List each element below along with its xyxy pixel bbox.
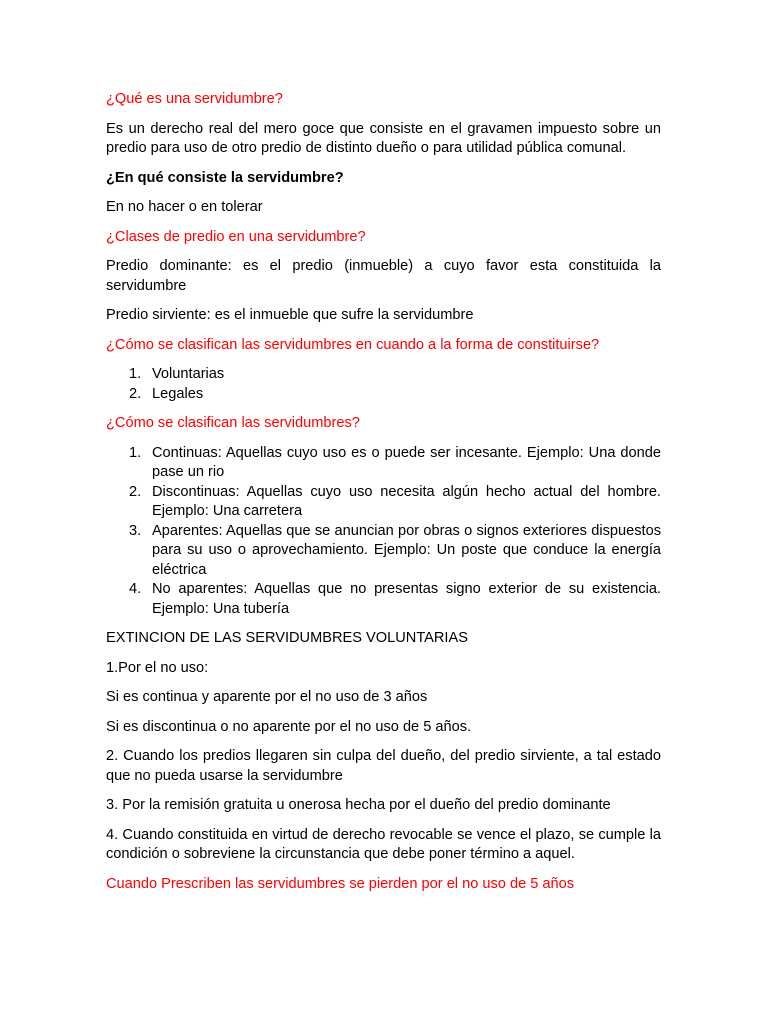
list-item-number: 4.: [129, 581, 142, 597]
list-item-text: Discontinuas: Aquellas cuyo uso necesita algún hecho actual del hombre. Ejemplo: Una carretera: [152, 483, 661, 519]
list-item: [106, 444, 661, 483]
list-item-number: 2.: [129, 483, 142, 500]
list-item-text: Aparentes: Aquellas que se anuncian por obras o signos exteriores dispuestos para su uso o aprovechamiento. Ejemplo: Un poste que conduce la energía eléctrica: [152, 522, 661, 578]
list-item: [106, 365, 661, 385]
list-item-number: 1.: [129, 366, 142, 382]
list-item-number: 2.: [129, 385, 142, 402]
section-heading-extincion: EXTINCION DE LAS SERVIDUMBRES VOLUNTARIAS: [106, 630, 468, 646]
list-item-text: Voluntarias: [152, 366, 225, 382]
answer-definition: Es un derecho real del mero goce que consiste en el gravamen impuesto sobre un predio para uso de otro predio de distinto dueño o para utilidad pública comunal.: [106, 120, 661, 156]
final-note: Cuando Prescriben las servidumbres se pierden por el no uso de 5 años: [106, 875, 575, 892]
list-item: [106, 483, 661, 522]
list-item-text: Legales: [152, 385, 204, 402]
list-item-number: 1.: [129, 444, 142, 461]
list-forma-constituirse: [106, 365, 661, 404]
question-clases-de-predio: ¿Clases de predio en una servidumbre?: [106, 228, 366, 245]
extincion-item-2: 2. Cuando los predios llegaren sin culpa del dueño, del predio sirviente, a tal estado que no pueda usarse la servidumbre: [106, 748, 661, 784]
document-page: [106, 90, 661, 904]
list-item: [106, 580, 661, 619]
list-item-text: Continuas: Aquellas cuyo uso es o puede ser incesante. Ejemplo: Una donde pase un rio: [152, 444, 661, 480]
extincion-item-1: 1.Por el no uso:: [106, 659, 209, 676]
answer-predio-sirviente: Predio sirviente: es el inmueble que sufre la servidumbre: [106, 307, 474, 323]
question-en-que-consiste: ¿En qué consiste la servidumbre?: [106, 169, 344, 186]
list-item-text: No aparentes: Aquellas que no presentas signo exterior de su existencia. Ejemplo: Una tubería: [152, 581, 661, 617]
answer-predio-dominante: Predio dominante: es el predio (inmueble) a cuyo favor esta constituida la servidumbre: [106, 258, 661, 294]
question-clasificacion: ¿Cómo se clasifican las servidumbres?: [106, 415, 360, 431]
list-item: [106, 385, 661, 405]
question-what-is-servidumbre: ¿Qué es una servidumbre?: [106, 91, 283, 107]
extincion-item-1a: Si es continua y aparente por el no uso de 3 años: [106, 689, 428, 705]
list-clasificacion: [106, 444, 661, 620]
answer-consiste: En no hacer o en tolerar: [106, 199, 263, 215]
extincion-item-4: 4. Cuando constituida en virtud de derecho revocable se vence el plazo, se cumple la condición o sobreviene la circunstancia que debe poner término a aquel.: [106, 826, 661, 862]
list-item: [106, 522, 661, 581]
list-item-number: 3.: [129, 522, 142, 539]
extincion-item-3: 3. Por la remisión gratuita u onerosa hecha por el dueño del predio dominante: [106, 797, 611, 813]
question-forma-de-constituirse: ¿Cómo se clasifican las servidumbres en cuando a la forma de constituirse?: [106, 336, 600, 353]
extincion-item-1b: Si es discontinua o no aparente por el no uso de 5 años.: [106, 718, 472, 735]
